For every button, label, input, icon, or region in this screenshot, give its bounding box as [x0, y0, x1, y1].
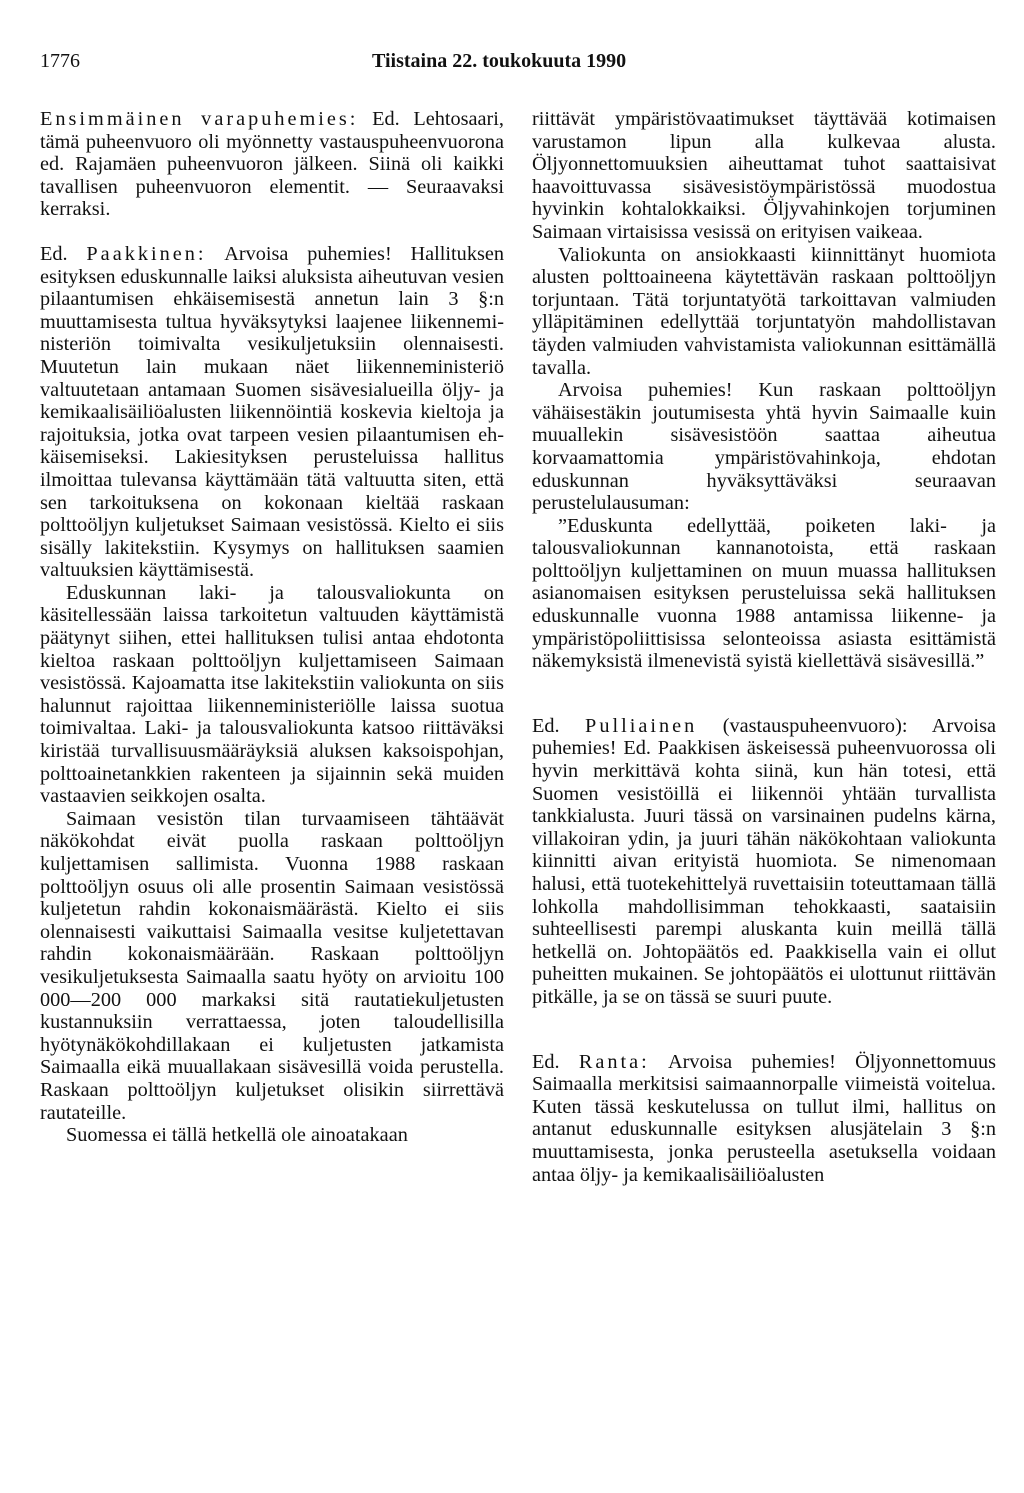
speech-text: Ed. Lehtosaari, tämä puheenvuoro oli myönnetty vastauspuheenvuorona ed. Rajamäen puheenvuoron jälkeen. Siinä oli kaikki tavallisen puheenvuoron elementit. — Seuraavaksi kerraksi. [40, 108, 504, 221]
speaker-name: Pulliainen [585, 714, 698, 737]
proposal-quote: ”Eduskunta edellyttää, poiketen laki- ja talousvaliokunnan kannanotoista, että raskaan polttoöljyn kuljettaminen on muun muassa hallituksen asianomaisen esityksen perusteluissa sekä hallituksen eduskunnalle vuonna 1988 antamissa liikenne- ja ympäristöpoliittisissa selonteoissa asiasta esittämistä näkemyksistä ilmenevistä syistä kiellettävä sisävesillä.” [532, 514, 996, 673]
speech-text: (vastauspuheenvuoro): Arvoisa puhemies! Ed. Paakkisen äskeisessä puheenvuorossa oli hyvin merkittävä kohta siinä, kun hän totesi, että Suomen vesistöillä ei liikennöi yhtään turvallista tankkialusta. Juuri tässä on varsinainen pudelns kärna, villakoiran ydin, ja juuri tähän näkökohtaan valiokunta kiinnitti aivan erityistä huomiota. Se nimenomaan halusi, että tuotekehittelyä ruvettaisiin toteuttamaan tällä lohkolla mahdollisimman tehokkaasti, saataisiin suhteellisesti parempi aluskanta kuin meillä tällä hetkellä on. Johtopäätös ed. Paakkisella vain ei ollut puheitten mukainen. Se johtopäätös ei ulottunut riittävän pitkälle, ja se on tässä se suuri puute. [532, 714, 996, 1008]
paragraph: riittävät ympäristövaatimukset täyttävää kotimaisen varustamon lipun alla kulkevaa alusta. Öljyonnettomuuksien aiheuttamat tuhot saattaisivat haavoittuvassa sisävesistöympäristössä muodostua hyvinkin kohtalokkaiksi. Öljyvahinkojen torjuminen Saimaan virtaisissa vesissä on erityisen vaikeaa. [532, 108, 996, 243]
paragraph [40, 243, 504, 582]
paragraph [40, 108, 504, 221]
speech-text: Arvoisa puhemies! Hallituksen esityksen eduskunnalle laiksi aluksista aiheutuvan vesien pilaantumisen ehkäisemisestä annetun lain 3 §:n muuttamisesta tultua hyväksytyksi laajenee liikenneministeriön toimivalta vesikuljetuksiin olennaisesti. Muutetun lain mukaan näet liikenneministeriö valtuutetaan antamaan Suomen sisävesialueilla öljy- ja kemikaalisäiliöalusten liikennöintiä koskevia kieltoja ja rajoituksia, jotka ovat tarpeen vesien pilaantumisen ehkäisemiseksi. Lakiesityksen perusteluissa hallitus ilmoittaa tulevansa käyttämään tätä valtuutta siten, että sen tarkoituksena on kokonaan kieltää raskaan polttoöljyn kuljetukset Saimaan vesistössä. Kielto ei siis sisälly lakitekstiin. Kysymys on hallituksen saamien valtuuksien käyttämisestä. [40, 242, 504, 582]
speaker-prefix: Ed. [40, 242, 87, 265]
paragraph [532, 715, 996, 1009]
speaker-name: Ensimmäinen varapuhemies: [40, 108, 359, 130]
paragraph: Valiokunta on ansiokkaasti kiinnittänyt huomiota alusten polttoaineena käytettävän raskaan polttoöljyn torjuntaan. Tätä torjuntatyötä tarkoittavan valmiuden ylläpitäminen edellyttää torjuntatyön mahdollistavan täyden valmiuden vahvistamista valiokunnan esittämällä tavalla. [532, 243, 996, 379]
session-date: Tiistaina 22. toukokuuta 1990 [372, 50, 627, 72]
paragraph: Suomessa ei tällä hetkellä ole ainoatakaan [66, 1124, 408, 1147]
paragraph: Arvoisa puhemies! Kun raskaan polttoöljyn vähäisestäkin joutumisesta yhtä hyvin Saimaalle kuin muuallekin sisävesistöön saattaa aiheutua korvaamattomia ympäristövahinkoja, ehdotan eduskunnan hyväksyttäväksi seuraavan perustelulausuman: [532, 379, 996, 515]
speaker-name: Paakkinen: [86, 242, 207, 265]
speaker-prefix: Ed. [532, 1050, 579, 1073]
paragraph: Saimaan vesistön tilan turvaamiseen tähtäävät näkökohdat eivät puolla raskaan polttoöljyn kuljettamisen sallimista. Vuonna 1988 raskaan polttoöljyn osuus oli alle prosentin Saimaan vesistössä kuljetetun rahdin kokonaismäärästä. Kielto ei siis olennaisesti vaikuttaisi Saimaalla vesitse kuljetettavan rahdin kokonaismäärään. Raskaan polttoöljyn vesikuljetuksesta Saimaalla saatu hyöty on arvioitu 100 000—200 000 markaksi sitä rautatiekuljetusten kustannuksiin verrattaessa, joten taloudellisilla hyötynäkökohdillakaan ei kuljetusten jatkamista Saimaalla eikä muuallakaan sisävesillä voida perustella. Raskaan polttoöljyn kuljetukset olisikin siirrettävä rautateille. [40, 807, 504, 1124]
left-column [40, 108, 504, 1147]
speaker-name: Ranta: [578, 1050, 650, 1073]
speaker-prefix: Ed. [532, 714, 586, 737]
page-number: 1776 [40, 50, 80, 72]
right-column [532, 108, 996, 1186]
page-header [40, 50, 990, 80]
paragraph [532, 1051, 996, 1187]
paragraph: Eduskunnan laki- ja talousvaliokunta on käsitellessään laissa tarkoitetun valtuuden käyttämistä päätynyt siihen, ettei hallituksen tulisi antaa ehdotonta kieltoa raskaan polttoöljyn kuljettamiseen Saimaan vesistössä. Kajoamatta itse lakitekstiin valiokunta on siis halunnut rajoittaa liikenneministeriölle laissa suotua toimivaltaa. Laki- ja talousvaliokunta katsoo riittäväksi kiristää turvallisuusmääräyksiä aluksen kaksoispohjan, polttoainetankkien rakenteen ja sijainnin sekä muiden vastaavien seikkojen osalta. [40, 581, 504, 808]
speech-text: Arvoisa puhemies! Öljyonnettomuus Saimaalla merkitsisi saimaannorpalle viimeistä voitelua. Kuten tässä keskutelussa on tullut ilmi, hallitus on antanut eduskunnalle esityksen alusjätelain 3 §:n muuttamisesta, jonka perusteella asetuksella voidaan antaa öljy- ja kemikaalisäiliöalusten [532, 1050, 996, 1186]
